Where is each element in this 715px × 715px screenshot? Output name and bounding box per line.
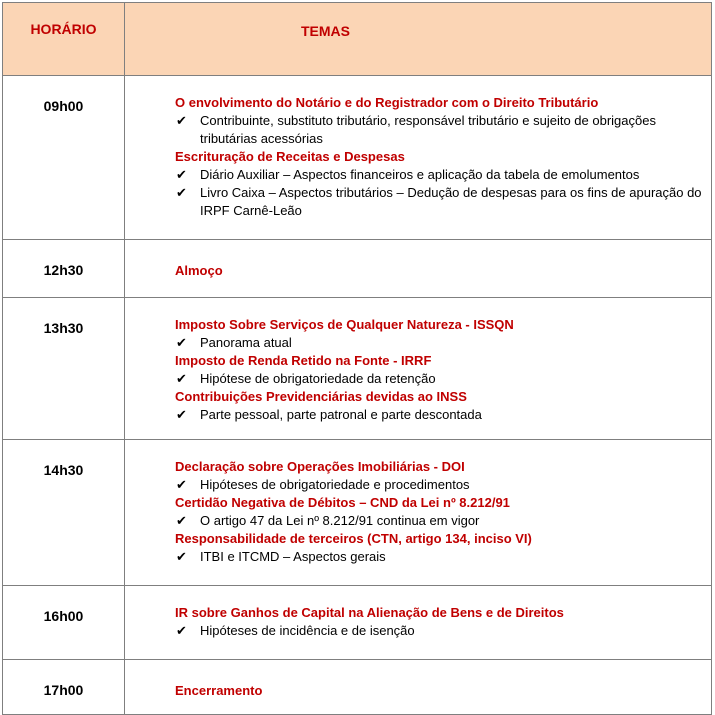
topic-item-text: Hipóteses de obrigatoriedade e procedimentos [200,477,470,492]
topics-list [125,240,711,294]
topics-cell [125,76,712,240]
topic-item-text: Parte pessoal, parte patronal e parte descontada [200,407,482,422]
schedule-row [3,660,712,715]
check-mark-icon: ✔ [176,167,187,182]
topics-cell [125,240,712,298]
topic-item-text: ITBI e ITCMD – Aspectos gerais [200,549,386,564]
time-label: 13h30 [43,320,84,336]
topic-item [175,112,705,148]
topic-item-text: O artigo 47 da Lei nº 8.212/91 continua em vigor [200,513,480,528]
schedule-row [3,76,712,240]
topic-heading: Declaração sobre Operações Imobiliárias - DOI [175,459,465,474]
topic-heading: O envolvimento do Notário e do Registrador com o Direito Tributário [175,95,599,110]
topic-item [175,166,705,184]
check-mark-icon: ✔ [176,407,187,422]
time-cell [3,660,125,715]
topic-item [175,512,705,530]
schedule-row [3,586,712,660]
topics-list [125,76,711,234]
schedule-row [3,440,712,586]
topic-item [175,406,705,424]
topic-item [175,370,705,388]
topic-heading: Imposto Sobre Serviços de Qualquer Natureza - ISSQN [175,317,514,332]
topics-cell [125,586,712,660]
schedule-table [2,2,712,715]
time-label: 14h30 [43,462,84,478]
topic-item-text: Diário Auxiliar – Aspectos financeiros e aplicação da tabela de emolumentos [200,167,640,182]
check-mark-icon: ✔ [176,549,187,564]
topic-item-text: Livro Caixa – Aspectos tributários – Dedução de despesas para os fins de apuração do IRPF Carnê-Leão [200,185,702,218]
time-label: 12h30 [43,262,84,278]
check-mark-icon: ✔ [176,623,187,638]
time-label: 09h00 [43,98,84,114]
topic-item [175,334,705,352]
time-cell [3,76,125,240]
topic-item [175,184,705,220]
time-cell [3,298,125,440]
schedule-row [3,298,712,440]
topic-item-text: Panorama atual [200,335,292,350]
time-label: 16h00 [43,608,84,624]
topic-heading: IR sobre Ganhos de Capital na Alienação de Bens e de Direitos [175,605,564,620]
topic-heading: Escrituração de Receitas e Despesas [175,149,405,164]
time-cell [3,586,125,660]
topic-heading: Responsabilidade de terceiros (CTN, artigo 134, inciso VI) [175,531,532,546]
header-time: HORÁRIO [3,3,125,76]
topic-item [175,476,705,494]
topic-item-text: Contribuinte, substituto tributário, responsável tributário e sujeito de obrigações tributárias acessórias [200,113,656,146]
topics-list [125,660,711,714]
check-mark-icon: ✔ [176,513,187,528]
topics-cell [125,440,712,586]
topic-heading: Encerramento [175,683,263,698]
topics-list [125,440,711,580]
time-cell [3,240,125,298]
topics-list [125,298,711,438]
check-mark-icon: ✔ [176,335,187,350]
check-mark-icon: ✔ [176,185,187,200]
topic-heading: Almoço [175,263,223,278]
header-row [3,3,712,76]
header-topics: TEMAS [125,3,712,76]
check-mark-icon: ✔ [176,371,187,386]
topic-heading: Contribuições Previdenciárias devidas ao INSS [175,389,467,404]
time-label: 17h00 [43,682,84,698]
topics-cell [125,298,712,440]
schedule-row [3,240,712,298]
topic-item-text: Hipótese de obrigatoriedade da retenção [200,371,436,386]
topic-heading: Certidão Negativa de Débitos – CND da Lei nº 8.212/91 [175,495,510,510]
topics-cell [125,660,712,715]
topics-list [125,586,711,654]
topic-item [175,622,705,640]
topic-item-text: Hipóteses de incidência e de isenção [200,623,415,638]
topic-heading: Imposto de Renda Retido na Fonte - IRRF [175,353,432,368]
check-mark-icon: ✔ [176,477,187,492]
check-mark-icon: ✔ [176,113,187,128]
topic-item [175,548,705,566]
time-cell [3,440,125,586]
